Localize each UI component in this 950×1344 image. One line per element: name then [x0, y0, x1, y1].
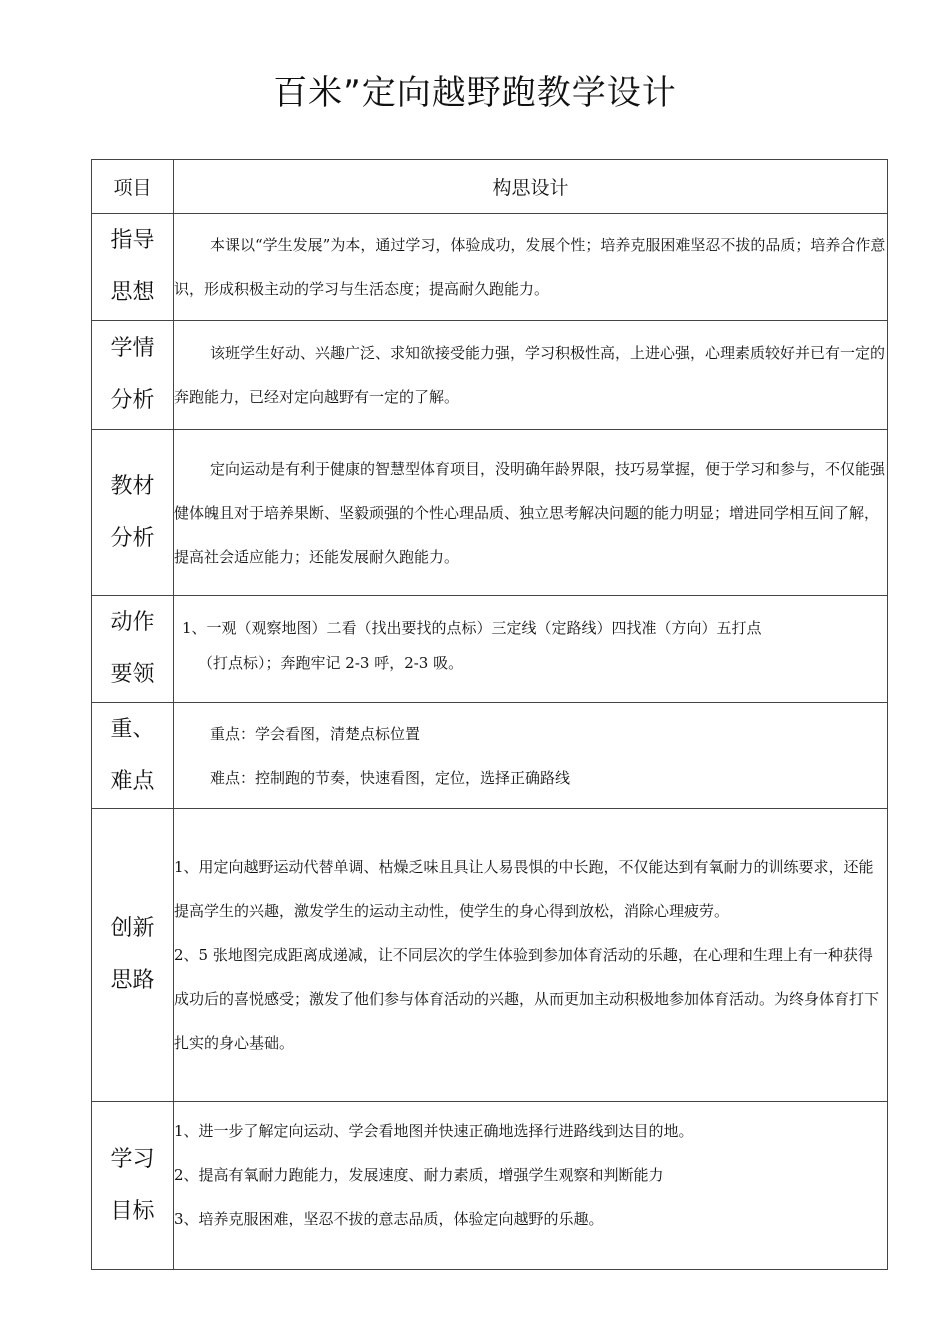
row-label-line: 思路 — [110, 968, 155, 993]
row-label-line: 思想 — [110, 280, 155, 305]
row-label-line: 学情 — [110, 336, 155, 361]
content-paragraph: （打点标）；奔跑牢记 2-3 呼，2-3 吸。 — [198, 654, 464, 672]
document-title: 百米”定向越野跑教学设计 — [273, 73, 677, 113]
content-paragraph: 定向运动是有利于健康的智慧型体育项目，没明确年龄界限，技巧易掌握，便于学习和参与，不仅能强健体魄且对于培养果断、坚毅顽强的个性心理品质、独立思考解决问题的能力明显；增进同学相互间了解，提高社会适应能力；还能发展耐久跑能力。 — [174, 459, 886, 566]
content-paragraph: 2、提高有氧耐力跑能力，发展速度、耐力素质，增强学生观察和判断能力 — [174, 1166, 664, 1184]
content-paragraph: 3、培养克服困难，坚忍不拔的意志品质，体验定向越野的乐趣。 — [174, 1210, 604, 1228]
row-content — [174, 596, 888, 703]
row-label-line: 教材 — [110, 473, 155, 499]
row-content — [174, 430, 888, 596]
row-label-line: 难点 — [110, 768, 155, 794]
row-label-line: 动作 — [110, 610, 155, 635]
content-paragraph: 1、一观（观察地图）二看（找出要找的点标）三定线（定路线）四找准（方向）五打点 — [182, 619, 762, 637]
row-learning-goals — [92, 1102, 888, 1270]
row-label-line: 目标 — [110, 1198, 155, 1224]
table-header-row — [92, 160, 888, 214]
row-content — [174, 809, 888, 1102]
row-label-line: 重、 — [110, 716, 155, 742]
row-label — [92, 596, 174, 703]
row-content — [174, 1102, 888, 1270]
header-design: 构思设计 — [174, 160, 888, 214]
row-key-difficult-points — [92, 703, 888, 809]
design-table — [91, 159, 888, 1270]
content-paragraph: 重点：学会看图，清楚点标位置 — [210, 724, 421, 743]
row-guiding-thought — [92, 214, 888, 321]
header-item: 项目 — [92, 160, 174, 214]
row-content — [174, 214, 888, 321]
content-paragraph: 2、5 张地图完成距离成递减，让不同层次的学生体验到参加体育活动的乐趣，在心理和生理上有一种获得成功后的喜悦感受；激发了他们参与体育活动的兴趣，从而更加主动积极地参加体育活动。为终身体育打下扎实的身心基础。 — [174, 946, 880, 1052]
row-label-line: 要领 — [110, 662, 155, 687]
row-label — [92, 430, 174, 596]
row-label — [92, 214, 174, 321]
row-label-line: 指导 — [110, 228, 155, 253]
row-action-essentials — [92, 596, 888, 703]
content-paragraph: 难点：控制跑的节奏，快速看图，定位，选择正确路线 — [210, 768, 571, 787]
row-student-analysis — [92, 321, 888, 430]
row-label — [92, 703, 174, 809]
row-label-line: 分析 — [110, 388, 155, 413]
row-label — [92, 809, 174, 1102]
row-material-analysis — [92, 430, 888, 596]
content-paragraph: 该班学生好动、兴趣广泛、求知欲接受能力强，学习积极性高，上进心强，心理素质较好并已有一定的奔跑能力，已经对定向越野有一定的了解。 — [174, 344, 886, 406]
row-label-line: 创新 — [110, 916, 155, 941]
row-label-line: 学习 — [110, 1146, 155, 1172]
row-label — [92, 1102, 174, 1270]
content-paragraph: 本课以“学生发展”为本，通过学习，体验成功，发展个性；培养克服困难坚忍不拔的品质；培养合作意识，形成积极主动的学习与生活态度；提高耐久跑能力。 — [174, 236, 886, 298]
content-paragraph: 1、用定向越野运动代替单调、枯燥乏味且具让人易畏惧的中长跑，不仅能达到有氧耐力的训练要求，还能提高学生的兴趣，激发学生的运动主动性，使学生的身心得到放松，消除心理疲劳。 — [174, 858, 874, 920]
content-paragraph: 1、进一步了解定向运动、学会看地图并快速正确地选择行进路线到达目的地。 — [174, 1122, 694, 1140]
row-label — [92, 321, 174, 430]
row-innovation — [92, 809, 888, 1102]
row-content — [174, 321, 888, 430]
row-label-line: 分析 — [110, 525, 155, 551]
row-content — [174, 703, 888, 809]
